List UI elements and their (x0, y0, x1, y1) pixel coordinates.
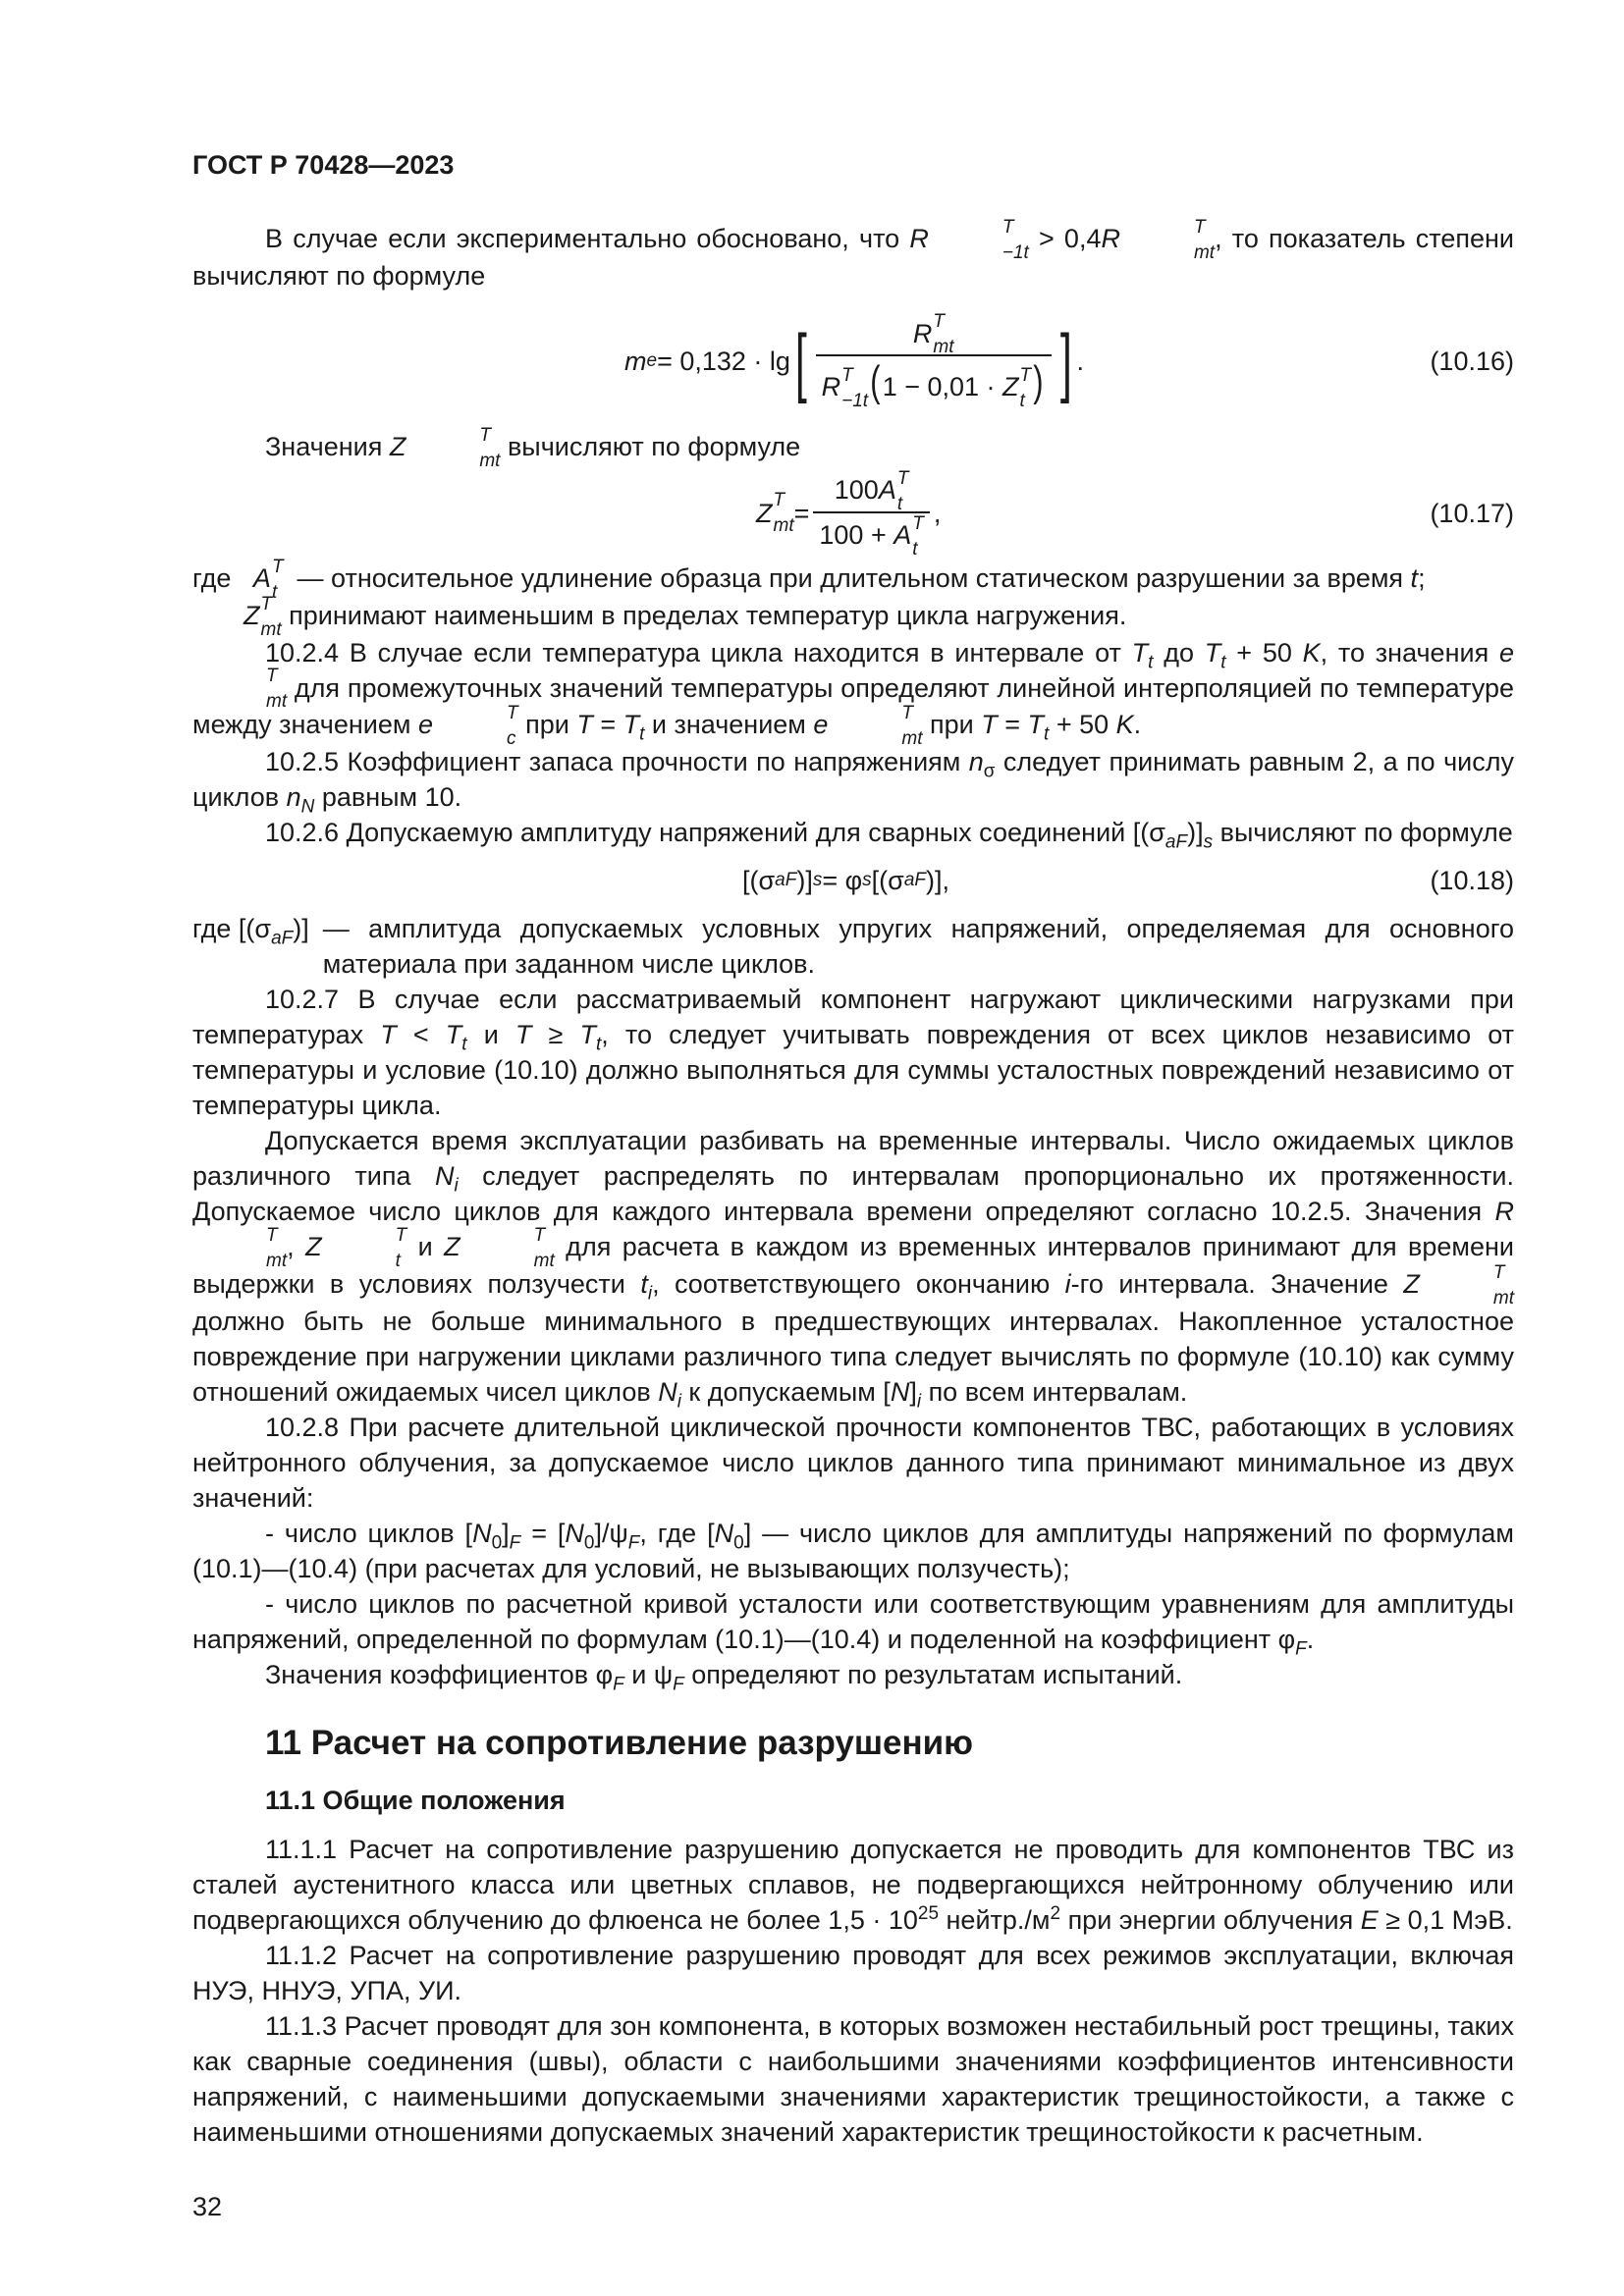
paragraph-11-1-3: 11.1.3 Расчет проводят для зон компонента, в которых возможен нестабильный рост трещины, таких как сварные соединения (швы), области с наибольшими значениями коэффициентов интенсивности напряжений, с наименьшими допускаемыми значениями характеристик трещиностойкости, а также с наименьшими отношениями допускаемых значений характеристик трещиностойкости к расчетным. (192, 2011, 1514, 2147)
formula-number: (10.17) (1430, 498, 1514, 528)
page-content (192, 216, 1515, 2150)
formula-number: (10.18) (1430, 866, 1514, 896)
where-clause-amplitude: где $[(\sigma_{aF})]$ — амплитуда допускаемых условных упругих напряжений, определяемая для основного материала при заданном числе циклов. (192, 914, 1514, 980)
formula-10-16: m e = 0,132 · lg [ R T mt R T −1t (1 − 0,01 · Z T t ) ] . (10.16) (624, 311, 1514, 412)
formula-10-17: Z T mt = 100A T t 100 + A T t , (10.17) (756, 467, 1514, 560)
document-id: ГОСТ Р 70428—2023 (192, 150, 455, 180)
paragraph-10-2-5: 10.2.5 Коэффициент запаса прочности по напряжениям $n_\sigma$ следует принимать равным 2, а по числу циклов $n_N$ равным 10. (192, 747, 1514, 818)
paragraph-exponent-condition: В случае если экспериментально обосновано, что R T −1t > 0,4R T mt , то показатель степени вычисляют по формуле (192, 216, 1515, 291)
bullet-cycles-formula: - число циклов $[N_0]_F = [N_0]/\psi_F$, где $[N_0]$ — число циклов для амплитуды напряжений по формулам (10.1)—(10.4) (при расчетах для условий, не вызывающих ползучесть); (192, 1519, 1514, 1583)
paragraph-11-1-2: 11.1.2 Расчет на сопротивление разрушению проводят для всех режимов эксплуатации, включая НУЭ, ННУЭ, УПА, УИ. (192, 1941, 1514, 2005)
paragraph-10-2-8: 10.2.8 При расчете длительной циклической прочности компонентов ТВС, работающих в условиях нейтронного облучения, за допускаемое число циклов данного типа принимают минимальное из двух значений: (192, 1413, 1514, 1513)
paragraph-coefficients: Значения коэффициентов $\varphi_F$ и $\psi_F$ определяют по результатам испытаний. (265, 1660, 1183, 1695)
paragraph-11-1-1: 11.1.1 Расчет на сопротивление разрушению допускается не проводить для компонентов ТВС из сталей аустенитного класса или цветных сплавов, не подвергающихся нейтронному облучению или подвергающихся облучению до флюенса не более $1,5 \cdot 10^{25}$ $нейтр./м^2$ при энергии облучения E ≥ 0,1 МэВ. (192, 1835, 1514, 1935)
paragraph-z-minimum: Z T mt принимают наименьшим в пределах температур цикла нагружения. (244, 593, 1127, 640)
bullet-cycles-curve: - число циклов по расчетной кривой усталости или соответствующим уравнениям для амплитуды напряжений, определенной по формулам (10.1)—(10.4) и поделенной на коэффициент $\varphi_F$. (192, 1589, 1514, 1660)
paragraph-10-2-6: 10.2.6 Допускаемую амплитуду напряжений для сварных соединений $[(\sigma_{aF})]_s$ вычисляют по формуле (265, 818, 1513, 853)
subsection-heading-11-1: 11.1 Общие положения (265, 1786, 566, 1815)
formula-10-18: [(σ aF )] s = φ s [(σ aF )], (10.18) (192, 856, 1514, 905)
page-number: 32 (192, 2192, 223, 2221)
paragraph-z-values: Значения Z T mt вычисляют по формуле (265, 424, 801, 471)
formula-number: (10.16) (1430, 346, 1514, 376)
paragraph-time-intervals: Допускается время эксплуатации разбивать на временные интервалы. Число ожидаемых циклов различного типа $N_i$ следует распределять по интервалам пропорционально их протяженности. Допускаемое число циклов для каждого интервала времени определяют согласно 10.2.5. Значения R T mt , Z T t и Z T mt для расчета в каждом из временных интервалов принимают для времени выдержки в условиях ползучести $t_i$, соответствующего окончанию i-го интервала. Значение Z T mt должно быть не больше минимального в предшествующих интервалах. Накопленное усталостное повреждение при нагружении циклами различного типа следует вычислять по формуле (10.10) как сумму отношений ожидаемых чисел циклов $N_i$ к допускаемым $[N]_i$ по всем интервалам. (192, 1126, 1514, 1413)
section-heading-11: 11 Расчет на сопротивление разрушению (265, 1724, 974, 1762)
where-clause-elongation: где A T t — относительное удлинение образца при длительном статическом разрушении за время t; (192, 556, 1426, 603)
paragraph-10-2-7: 10.2.7 В случае если рассматриваемый компонент нагружают циклическими нагрузками при температурах $T < T_t$ и $T \ge T_t$, то следует учитывать повреждения от всех циклов независимо от температуры и условие (10.10) должно выполняться для суммы усталостных повреждений независимо от температуры цикла. (192, 985, 1514, 1121)
paragraph-10-2-4: 10.2.4 В случае если температура цикла находится в интервале от $T_t$ до $T_t + 50$ K, то значения e T mt для промежуточных значений температуры определяют линейной интерполяцией по температуре между значением e T c при $T = T_t$ и значением e T mt при $T = T_t + 50$ K. (192, 637, 1514, 750)
